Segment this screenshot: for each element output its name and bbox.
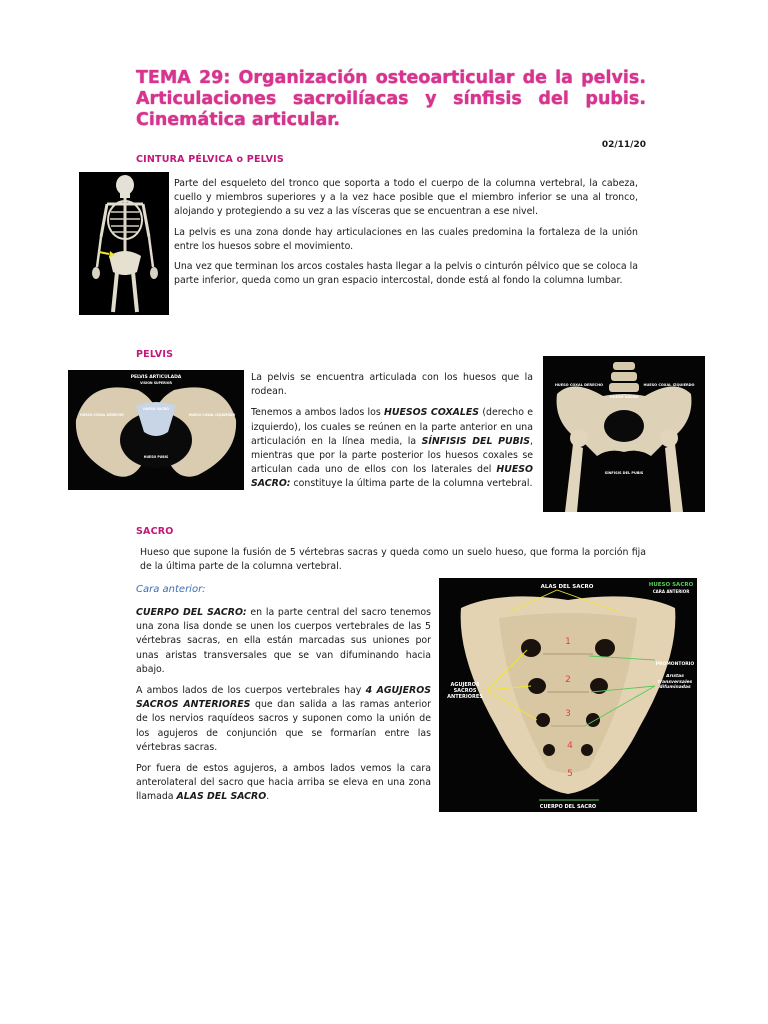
sacrum-label-cuerpo: CUERPO DEL SACRO [539,804,597,810]
section3-paragraph-1: CUERPO DEL SACRO: en la parte central del sacro tenemos una zona lisa donde se unen los cuerpos vertebrales de las 5 vértebras sacras, en ella están marcadas sus uniones por unas aristas transversales que se van difuminando hacia abajo. [136,607,431,675]
section-heading-sacro: SACRO [136,526,174,537]
sacrum-number-4: 4 [567,741,573,751]
img-label-coxal-izq: HUESO COXAL IZQUIERDO [188,413,236,417]
sacrum-anterior-image [439,578,697,812]
img-pelvis-subtitle: VISION SUPERIOR [140,381,172,385]
section3-intro: Hueso que supone la fusión de 5 vértebras sacras y queda como un suelo hueso, que forma la porción fija de la última parte de la columna vertebral. [140,547,646,573]
img-label-coxal-der: HUESO COXAL DERECHO [80,413,124,417]
sacrum-image-subtitle: CARA ANTERIOR [652,589,690,594]
term-cuerpo-sacro: CUERPO DEL SACRO: [136,607,247,618]
sacrum-number-3: 3 [565,709,571,719]
section1-paragraph-1: Parte del esqueleto del tronco que soporta a todo el cuerpo de la columna vertebral, la cabeza, cuello y miembros superiores y a la vez hace posible que el miembro inferior se una al tronco, alojando y protegiendo a su vez a las vísceras que se encuentran a ese nivel. [174,178,638,218]
section1-paragraph-3: Una vez que terminan los arcos costales hasta llegar a la pelvis o cinturón pélvico que se coloca la parte inferior, queda como un gran espacio intercostal, donde está al fondo la columna lumbar. [174,261,638,287]
pelvis-superior-image [68,370,244,490]
sacrum-label-aristas: Aristas transversales difuminadas [657,674,693,690]
skeleton-image [79,172,169,315]
img2-label-sacro: HUESO SACRO [609,395,639,399]
term-sinfisis-pubis: SÍNFISIS DEL PUBIS [421,435,531,447]
sacrum-number-1: 1 [565,637,571,647]
sacrum-label-agujeros: AGUJEROS SACROS ANTERIORES [447,682,483,700]
img-pelvis-title: PELVIS ARTICULADA [130,375,182,380]
section3-paragraph-2: A ambos lados de los cuerpos vertebrales hay 4 AGUJEROS SACROS ANTERIORES que dan salida a las ramas anterior de los nervios raquídeos sacros y suponen como la unión de los agujeros de conjunción que se formarían entre las vértebras sacras. [136,685,432,753]
section-heading-cintura: CINTURA PÉLVICA o PELVIS [136,154,284,165]
date-label: 02/11/20 [601,140,646,150]
section-heading-pelvis: PELVIS [136,349,174,360]
section2-paragraph-1: La pelvis se encuentra articulada con los huesos que la rodean. [251,372,533,398]
subheading-cara-anterior: Cara anterior: [136,584,206,595]
pelvis-anterior-image [543,356,705,512]
img2-label-sinfisis: SÍNFISIS DEL PUBIS [604,471,644,475]
img-label-sacro: HUESO SACRO [143,407,169,411]
sacrum-label-promontorio: PROMONTORIO [655,662,695,667]
img2-label-coxal-izq: HUESO COXAL IZQUIERDO [643,383,695,387]
sacrum-number-5: 5 [567,769,573,779]
section1-paragraph-2: La pelvis es una zona donde hay articulaciones en las cuales predomina la fortaleza de la unión entre los huesos sobre el movimiento. [174,226,638,252]
term-hueso-sacro: HUESO SACRO: [251,464,533,490]
img2-label-coxal-der: HUESO COXAL DERECHO [554,383,604,387]
section2-paragraph-2: Tenemos a ambos lados los HUESOS COXALES (derecho e izquierdo), los cuales se reúnen en la parte anterior en una articulación en la línea media, la SÍNFISIS DEL PUBIS, mientras que por la parte posterior los huesos coxales se articulan cada uno de ellos con los laterales del HUESO SACRO: constituye la última parte de la columna vertebral. [251,407,534,490]
term-agujeros-sacros: 4 AGUJEROS SACROS ANTERIORES [136,685,432,711]
section3-paragraph-3: Por fuera de estos agujeros, a ambos lados vemos la cara anterolateral del sacro que hacia arriba se eleva en una zona llamada ALAS DEL SACRO. [136,763,431,803]
sacrum-image-title: HUESO SACRO [648,582,694,588]
term-huesos-coxales: HUESOS COXALES [384,407,480,419]
term-alas-sacro: ALAS DEL SACRO [176,791,267,803]
page-title: TEMA 29: Organización osteoarticular de la pelvis. Articulaciones sacroilíacas y sínfisis del pubis. Cinemática articular. [136,68,646,130]
sacrum-number-2: 2 [565,675,571,685]
img-label-pubis: HUESO PUBIS [143,455,169,459]
sacrum-label-alas: ALAS DEL SACRO [540,584,594,590]
